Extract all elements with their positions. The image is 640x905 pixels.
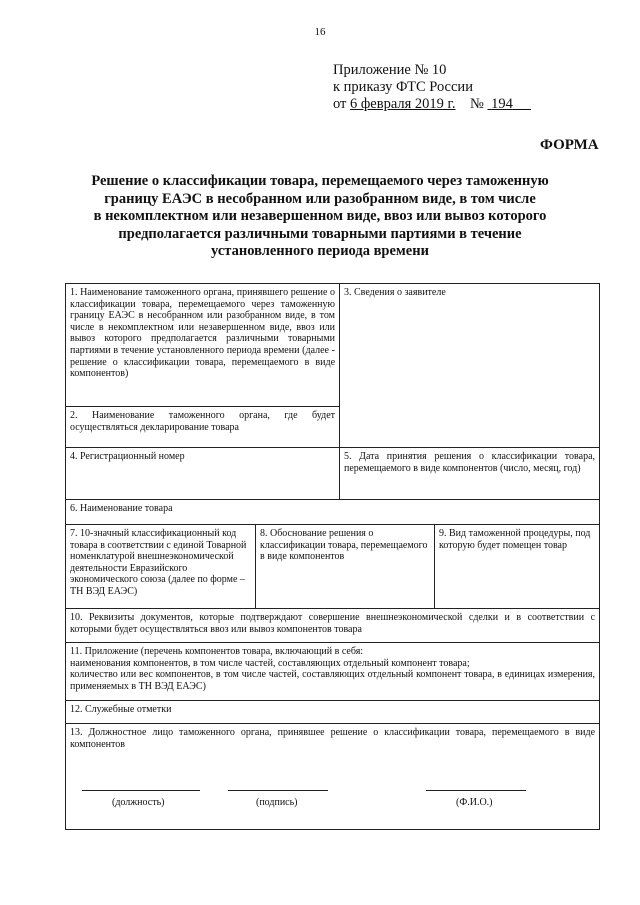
title-line: в некомплектном или незавершенном виде, ввоз или вывоз которого (93, 208, 547, 224)
field-2-declaration-authority: 2. Наименование таможенного органа, где будет осуществляться декларирование товара (66, 407, 340, 448)
field-4-registration-number: 4. Регистрационный номер (66, 448, 340, 500)
field-1-customs-authority: 1. Наименование таможенного органа, принявшего решение о классификации товара, перемещаемого через таможенную границу ЕАЭС в несобранном или разобранном виде, в том числе в некомплектном или незавершенном виде, ввоз или вывоз которого предполагается различными товарными партиями в течение установленного периода времени (далее - решение о классификации товара, перемещаемого в виде компонентов) (66, 284, 340, 407)
title-line: предполагается различными товарными партиями в течение (118, 225, 522, 242)
field-12-service-notes: 12. Служебные отметки (66, 701, 600, 724)
position-line (82, 790, 200, 791)
appendix-line-3 (333, 96, 531, 113)
appendix-line-1: Приложение № 10 (333, 62, 447, 78)
title-line: установленного периода времени (211, 243, 429, 259)
field-8-decision-justification: 8. Обоснование решения о классификации товара, перемещаемого в виде компонентов (256, 525, 435, 609)
field-7-classification-code: 7. 10-значный классификационный код товара в соответствии с единой Товарной номенклатурой внешнеэкономической деятельности Евразийского экономического союза (далее по форме – ТН ВЭД ЕАЭС) (66, 525, 256, 609)
signature-label: (подпись) (256, 797, 298, 809)
field-11-line: наименования компонентов, в том числе частей, составляющих отдельный компонент товара; (70, 657, 470, 669)
date-prefix: от (333, 96, 347, 112)
appendix-line-2: к приказу ФТС России (333, 79, 473, 95)
field-11-line: количество или вес компонентов, в том числе частей, составляющих отдельный компонент товара, в единицах измерения, применяемых в ТН ВЭД ЕАЭС) (70, 669, 596, 692)
field-11-components-appendix (66, 643, 600, 701)
number-prefix: № (470, 96, 484, 112)
document-title (70, 173, 570, 261)
field-6-product-name: 6. Наименование товара (66, 500, 600, 525)
field-10-document-details: 10. Реквизиты документов, которые подтверждают совершение внешнеэкономической сделки и в соответствии с которыми будет осуществляться ввоз или вывоз компонентов товара (66, 609, 600, 643)
name-line (426, 790, 526, 791)
title-line: границу ЕАЭС в несобранном или разобранном виде, в том числе (104, 190, 536, 207)
name-label: (Ф.И.О.) (456, 797, 493, 809)
field-3-applicant-info: 3. Сведения о заявителе (340, 284, 600, 448)
field-13-label: 13. Должностное лицо таможенного органа, принявшее решение о классификации товара, перемещаемого в виде компонентов (70, 727, 596, 750)
order-number: 194 (491, 96, 513, 112)
title-line: Решение о классификации товара, перемещаемого через таможенную (91, 173, 549, 189)
form-table (65, 283, 600, 830)
field-11-line: 11. Приложение (перечень компонентов товара, включающий в себя: (70, 646, 364, 657)
form-label: ФОРМА (540, 137, 599, 153)
appendix-header (333, 62, 531, 113)
signature-block (70, 750, 595, 826)
page-number: 16 (314, 26, 326, 38)
signature-line (228, 790, 328, 791)
position-label: (должность) (112, 797, 165, 809)
field-13-official (66, 724, 600, 830)
field-9-customs-procedure: 9. Вид таможенной процедуры, под которую будет помещен товар (435, 525, 600, 609)
field-5-decision-date: 5. Дата принятия решения о классификации товара, перемещаемого в виде компонентов (число, месяц, год) (340, 448, 600, 500)
order-date: 6 февраля 2019 г. (350, 96, 456, 112)
